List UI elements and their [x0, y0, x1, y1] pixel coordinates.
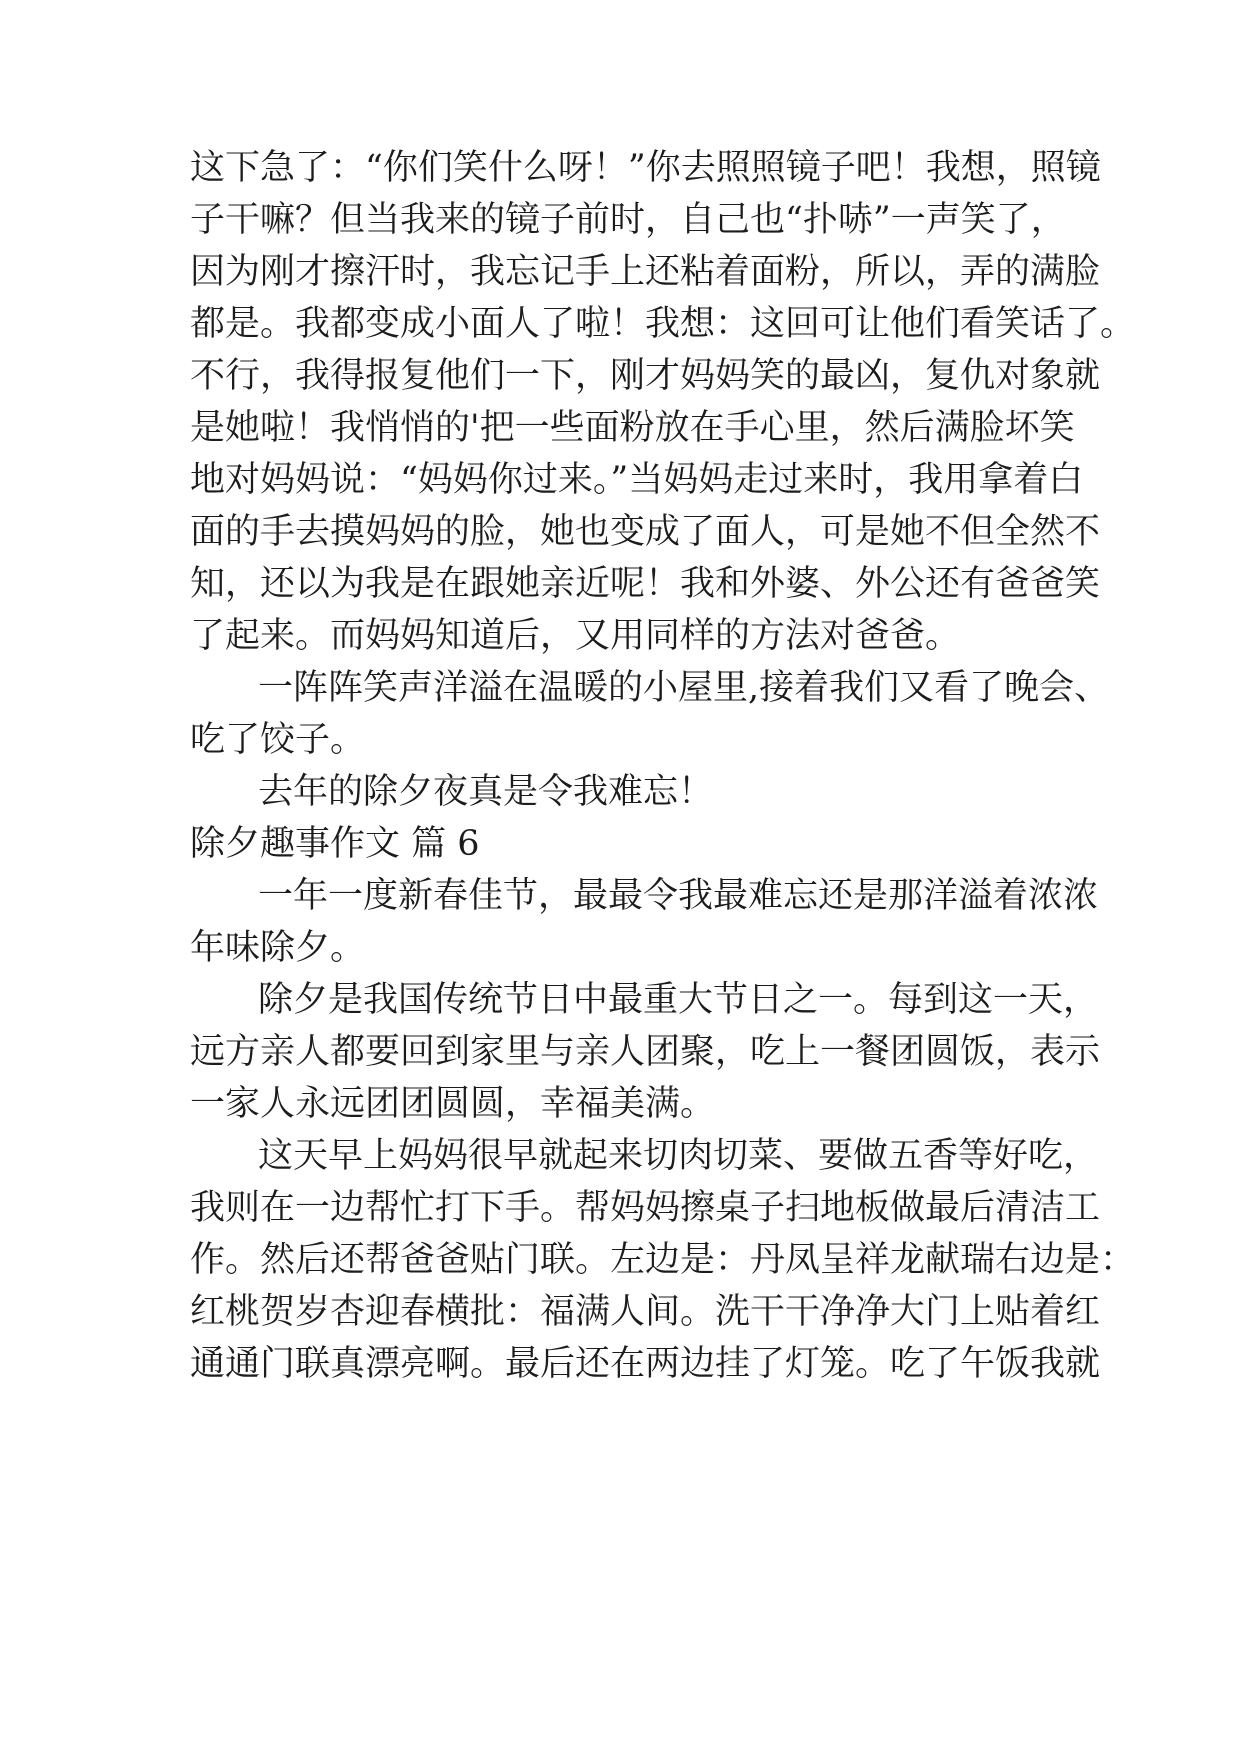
- text-line: 红桃贺岁杏迎春横批：福满人间。洗干干净净大门上贴着红: [190, 1292, 1101, 1332]
- section-heading: 除夕趣事作文 篇 6: [190, 824, 480, 864]
- text-line: 是她啦！我悄悄的'把一些面粉放在手心里，然后满脸坏笑: [190, 408, 1075, 448]
- text-line: 面的手去摸妈妈的脸，她也变成了面人，可是她不但全然不: [190, 512, 1101, 552]
- text-line: 地对妈妈说：“妈妈你过来。”当妈妈走过来时，我用拿着白: [190, 460, 1084, 500]
- text-line: 不行，我得报复他们一下，刚才妈妈笑的最凶，复仇对象就: [190, 356, 1101, 396]
- paragraph-first-line: 除夕是我国传统节日中最重大节日之一。每到这一天，: [258, 980, 1099, 1020]
- text-line: 了起来。而妈妈知道后，又用同样的方法对爸爸。: [190, 616, 961, 656]
- text-line: 吃了饺子。: [190, 720, 366, 760]
- text-line: 作。然后还帮爸爸贴门联。左边是：丹凤呈祥龙献瑞右边是：: [190, 1240, 1136, 1280]
- paragraph-first-line: 一阵阵笑声洋溢在温暖的小屋里,接着我们又看了晚会、: [258, 668, 1110, 708]
- text-line: 知，还以为我是在跟她亲近呢！我和外婆、外公还有爸爸笑: [190, 564, 1101, 604]
- text-line: 子干嘛？但当我来的镜子前时，自己也“扑哧”一声笑了，: [190, 200, 1066, 240]
- text-line: 年味除夕。: [190, 928, 366, 968]
- text-line: 这下急了：“你们笑什么呀！”你去照照镜子吧！我想，照镜: [190, 148, 1101, 188]
- text-line: 因为刚才擦汗时，我忘记手上还粘着面粉，所以，弄的满脸: [190, 252, 1101, 292]
- paragraph-first-line: 这天早上妈妈很早就起来切肉切菜、要做五香等好吃，: [258, 1136, 1099, 1176]
- text-line: 我则在一边帮忙打下手。帮妈妈擦桌子扫地板做最后清洁工: [190, 1188, 1101, 1228]
- text-line: 都是。我都变成小面人了啦！我想：这回可让他们看笑话了。: [190, 304, 1136, 344]
- paragraph-first-line: 去年的除夕夜真是令我难忘！: [258, 772, 714, 812]
- text-line: 通通门联真漂亮啊。最后还在两边挂了灯笼。吃了午饭我就: [190, 1344, 1101, 1384]
- text-line: 远方亲人都要回到家里与亲人团聚，吃上一餐团圆饭，表示: [190, 1032, 1101, 1072]
- text-line: 一家人永远团团圆圆，幸福美满。: [190, 1084, 716, 1124]
- paragraph-first-line: 一年一度新春佳节，最最令我最难忘还是那洋溢着浓浓: [258, 876, 1099, 916]
